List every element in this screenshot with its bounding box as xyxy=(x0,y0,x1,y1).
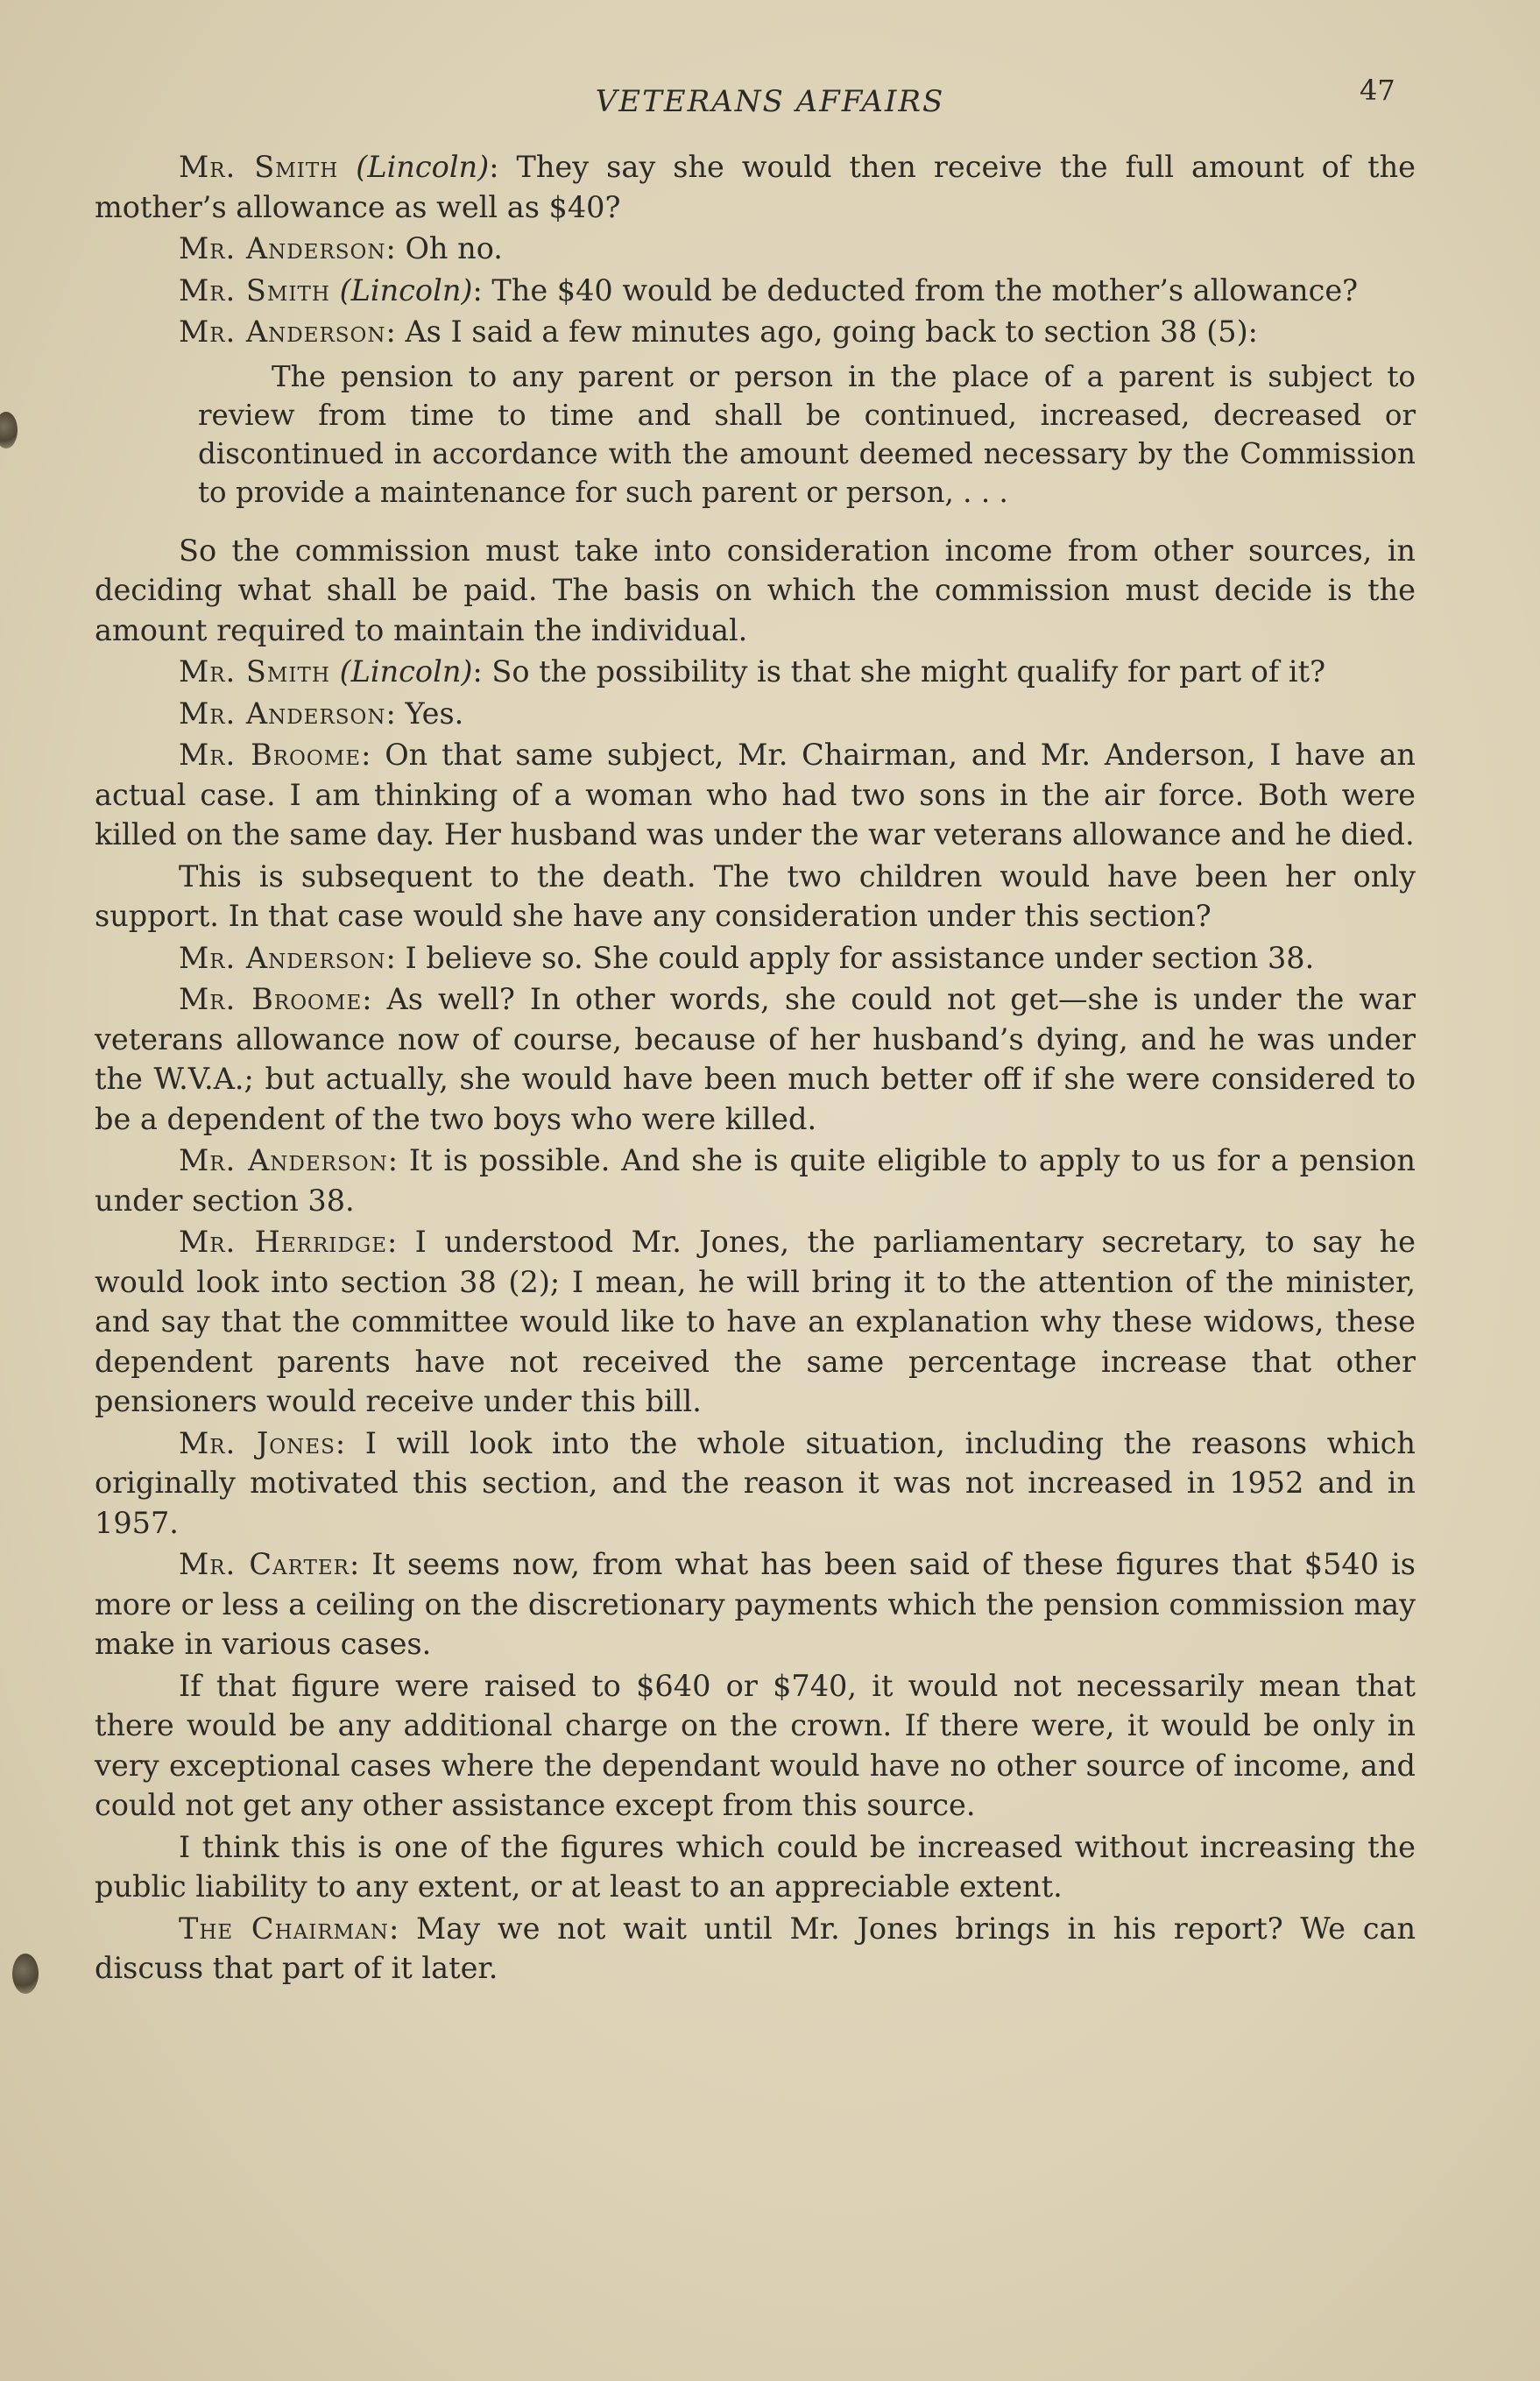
paragraph-text: : They say she would then receive the full amount of the mother’s allowance as well as $40? xyxy=(95,150,1416,224)
binding-hole-bottom xyxy=(12,1954,39,1994)
paragraph xyxy=(95,1909,1416,1989)
paragraph-text: : May we not wait until Mr. Jones brings in his report? We can discuss that part of it later. xyxy=(95,1911,1416,1985)
speaker-name: Mr. Broome xyxy=(179,982,363,1016)
speaker-name: Mr. Carter xyxy=(179,1547,350,1581)
paragraph xyxy=(95,312,1416,352)
paragraph-text: : I believe so. She could apply for assistance under section 38. xyxy=(385,940,1315,975)
speaker-name: Mr. Smith xyxy=(179,150,339,184)
speaker-name: Mr. Anderson xyxy=(179,314,386,349)
speaker-name: The Chairman xyxy=(179,1911,389,1946)
speaker-riding: (Lincoln) xyxy=(339,654,473,689)
paragraph xyxy=(95,271,1416,311)
paragraph xyxy=(95,1424,1416,1544)
paragraph-text: : As I said a few minutes ago, going back to section 38 (5): xyxy=(385,314,1258,349)
speaker-name: Mr. Anderson xyxy=(179,696,386,731)
paragraph xyxy=(95,652,1416,692)
speaker-riding: (Lincoln) xyxy=(339,272,473,307)
paragraph-text: : I understood Mr. Jones, the parliamentary secretary, to say he would look into section 38 (2); I mean, he will bring it to the attention of the minister, and say that the committee would like to have an explanation why these widows, these dependent parents have not received the same percentage increase that other pensioners would receive under this bill. xyxy=(95,1225,1416,1418)
paragraph xyxy=(95,229,1416,269)
speaker-name: Mr. Broome xyxy=(179,738,362,772)
speaker-riding: (Lincoln) xyxy=(356,150,490,184)
paragraph xyxy=(95,1141,1416,1220)
paragraph-text: : Yes. xyxy=(385,696,464,731)
block-quote: The pension to any parent or person in the place of a parent is subject to review from time to time and shall be continued, increased, decreased or discontinued in accordance with the amount deemed necessary by the Commission to provide a maintenance for such parent or person, . . . xyxy=(198,359,1416,509)
paragraph-text: : The $40 would be deducted from the mother’s allowance? xyxy=(472,272,1359,307)
paragraph xyxy=(95,979,1416,1139)
paragraph xyxy=(95,1544,1416,1664)
speaker-name: Mr. Anderson xyxy=(179,940,386,975)
running-header: VETERANS AFFAIRS xyxy=(595,84,945,119)
binding-hole-top xyxy=(0,412,18,449)
speaker-name: Mr. Anderson xyxy=(179,231,386,265)
speaker-name: Mr. Herridge xyxy=(179,1225,387,1259)
paragraph: So the commission must take into consideration income from other sources, in deciding what shall be paid. The basis on which the commission must decide is the amount required to maintain the individual. xyxy=(95,533,1416,647)
paragraph-text: : It seems now, from what has been said of these figures that $540 is more or less a ceiling on the discretionary payments which the pension commission may make in various cases. xyxy=(95,1547,1416,1661)
paragraph-text: : Oh no. xyxy=(385,231,503,265)
paragraph-text: : It is possible. And she is quite eligible to apply to us for a pension under section 38. xyxy=(95,1143,1416,1218)
speaker-name: Mr. Anderson xyxy=(179,1143,388,1177)
speaker-name: Mr. Smith xyxy=(179,654,330,689)
paragraph xyxy=(95,1222,1416,1422)
paragraph-text: : I will look into the whole situation, including the reasons which originally motivated this section, and the reason it was not increased in 1952 and in 1957. xyxy=(95,1425,1416,1540)
paragraph-text: : On that same subject, Mr. Chairman, and Mr. Anderson, I have an actual case. I am thinking of a woman who had two sons in the air force. Both were killed on the same day. Her husband was under the war veterans allowance and he died. xyxy=(95,738,1416,851)
paragraph xyxy=(95,147,1416,227)
transcript-body xyxy=(95,147,1416,1990)
paragraph: This is subsequent to the death. The two children would have been her only support. In that case would she have any consideration under this section? xyxy=(95,858,1416,933)
page-number: 47 xyxy=(1360,74,1395,107)
paragraph-text: : So the possibility is that she might qualify for part of it? xyxy=(472,654,1326,689)
speaker-name: Mr. Smith xyxy=(179,272,330,307)
paragraph: I think this is one of the figures which could be increased without increasing the public liability to any extent, or at least to an appreciable extent. xyxy=(95,1829,1416,1904)
paragraph-text: : As well? In other words, she could not get—she is under the war veterans allowance now of course, because of her husband’s dying, and he was under the W.V.A.; but actually, she would have been much better off if she were considered to be a dependent of the two boys who were killed. xyxy=(95,982,1416,1136)
paragraph xyxy=(95,938,1416,979)
paragraph xyxy=(95,735,1416,855)
paragraph xyxy=(95,694,1416,734)
speaker-name: Mr. Jones xyxy=(179,1425,336,1460)
paragraph: If that figure were raised to $640 or $740, it would not necessarily mean that there would be any additional charge on the crown. If there were, it would be only in very exceptional cases where the dependant would have no other source of income, and could not get any other assistance except from this source. xyxy=(95,1668,1416,1822)
